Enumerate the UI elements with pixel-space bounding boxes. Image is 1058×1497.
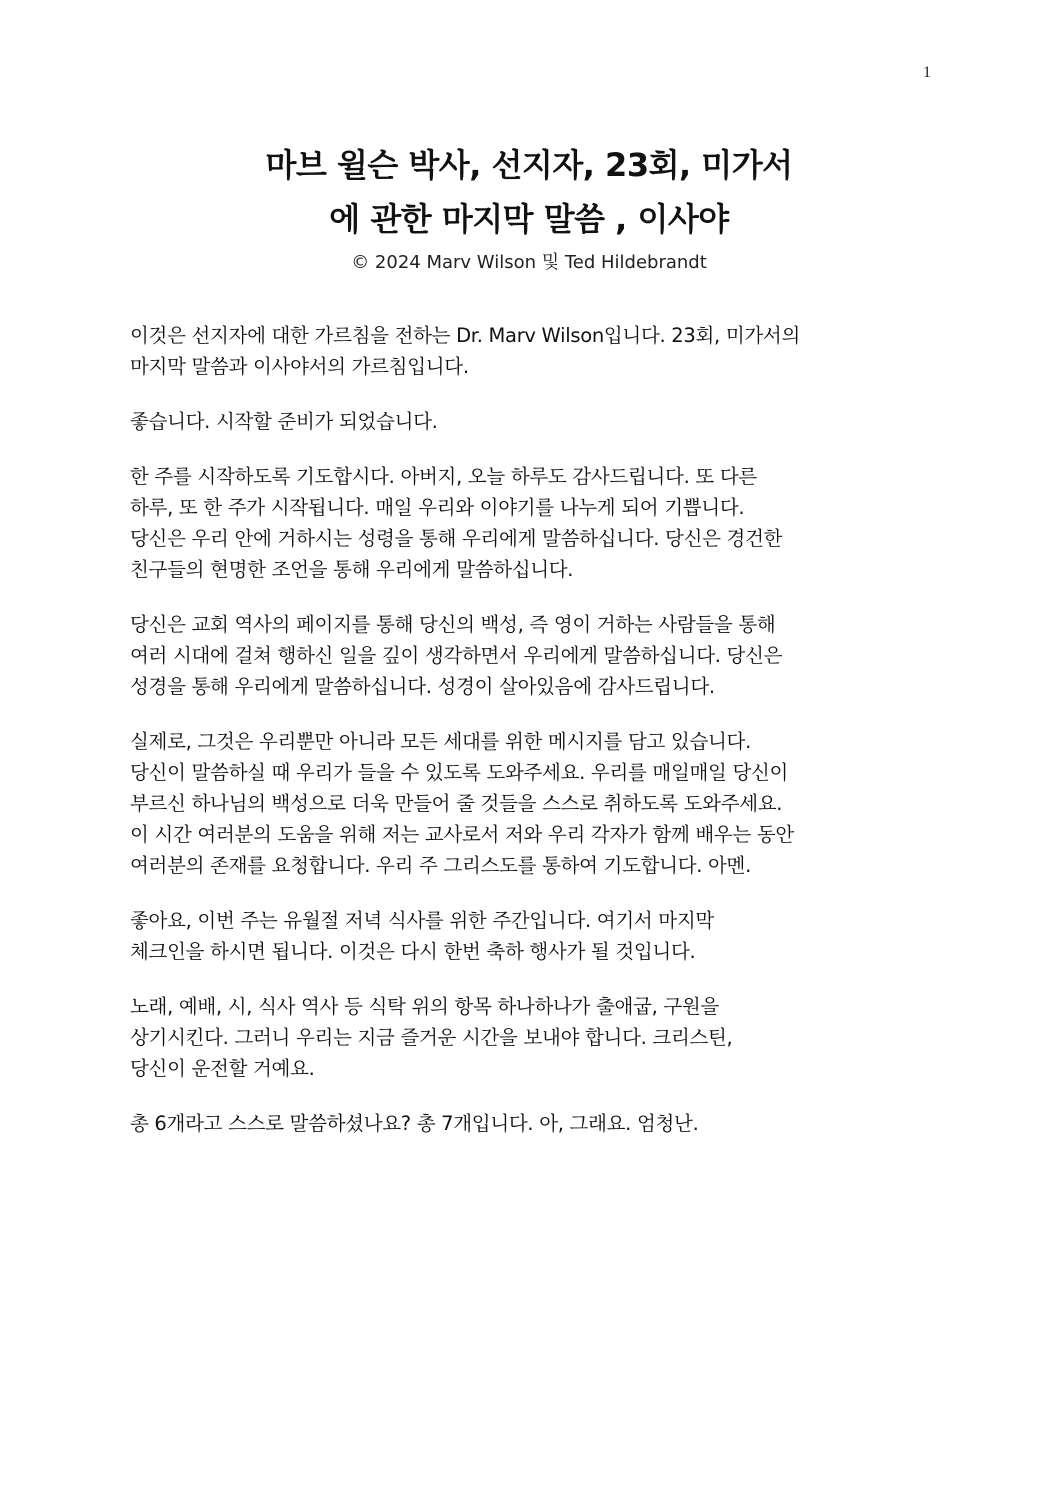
paragraph-7 — [130, 991, 940, 1084]
paragraph-1 — [130, 320, 940, 382]
paragraph-6 — [130, 905, 940, 967]
paragraph-line: 부르신 하나님의 백성으로 더욱 만들어 줄 것들을 스스로 취하도록 도와주세요. — [130, 792, 783, 815]
paragraph-line: 성경을 통해 우리에게 말씀하십니다. 성경이 살아있음에 감사드립니다. — [130, 675, 715, 698]
document-title-line-2: 에 관한 마지막 말씀 , 이사야 — [329, 200, 729, 238]
paragraph-line: 여러분의 존재를 요청합니다. 우리 주 그리스도를 통하여 기도합니다. 아멘. — [130, 854, 751, 877]
paragraph-line: 당신이 운전할 거예요. — [130, 1057, 315, 1080]
copyright-notice: © 2024 Marv Wilson 및 Ted Hildebrandt — [351, 252, 707, 273]
paragraph-line: 노래, 예배, 시, 식사 역사 등 식탁 위의 항목 하나하나가 출애굽, 구원을 — [130, 995, 719, 1018]
document-title-line-1: 마브 윌슨 박사, 선지자, 23회, 미가서 — [265, 146, 793, 184]
page-number: 1 — [923, 64, 931, 81]
paragraph-line: 한 주를 시작하도록 기도합시다. 아버지, 오늘 하루도 감사드립니다. 또 다른 — [130, 465, 757, 488]
paragraph-line: 당신은 우리 안에 거하시는 성령을 통해 우리에게 말씀하십니다. 당신은 경건한 — [130, 527, 783, 550]
paragraph-8 — [130, 1108, 940, 1139]
paragraph-line: 이것은 선지자에 대한 가르침을 전하는 Dr. Marv Wilson입니다. 23회, 미가서의 — [130, 324, 800, 347]
paragraph-3 — [130, 461, 940, 585]
paragraph-line: 하루, 또 한 주가 시작됩니다. 매일 우리와 이야기를 나누게 되어 기쁩니다. — [130, 496, 745, 519]
paragraph-line: 여러 시대에 걸쳐 행하신 일을 깊이 생각하면서 우리에게 말씀하십니다. 당신은 — [130, 644, 783, 667]
paragraph-line: 실제로, 그것은 우리뿐만 아니라 모든 세대를 위한 메시지를 담고 있습니다. — [130, 730, 751, 753]
paragraph-line: 이 시간 여러분의 도움을 위해 저는 교사로서 저와 우리 각자가 함께 배우는 동안 — [130, 823, 794, 846]
document-body — [130, 320, 940, 1163]
document-header — [0, 138, 1058, 278]
paragraph-line: 당신이 말씀하실 때 우리가 들을 수 있도록 도와주세요. 우리를 매일매일 당신이 — [130, 761, 789, 784]
paragraph-4 — [130, 609, 940, 702]
paragraph-line: 친구들의 현명한 조언을 통해 우리에게 말씀하십니다. — [130, 558, 574, 581]
paragraph-2 — [130, 406, 940, 437]
paragraph-line: 상기시킨다. 그러니 우리는 지금 즐거운 시간을 보내야 합니다. 크리스틴, — [130, 1026, 733, 1049]
paragraph-line: 좋습니다. 시작할 준비가 되었습니다. — [130, 410, 438, 433]
paragraph-line: 마지막 말씀과 이사야서의 가르침입니다. — [130, 355, 469, 378]
paragraph-line: 총 6개라고 스스로 말씀하셨나요? 총 7개입니다. 아, 그래요. 엄청난. — [130, 1112, 699, 1135]
paragraph-line: 좋아요, 이번 주는 유월절 저녁 식사를 위한 주간입니다. 여기서 마지막 — [130, 909, 714, 932]
paragraph-5 — [130, 726, 940, 881]
paragraph-line: 체크인을 하시면 됩니다. 이것은 다시 한번 축하 행사가 될 것입니다. — [130, 940, 696, 963]
paragraph-line: 당신은 교회 역사의 페이지를 통해 당신의 백성, 즉 영이 거하는 사람들을 통해 — [130, 613, 776, 636]
